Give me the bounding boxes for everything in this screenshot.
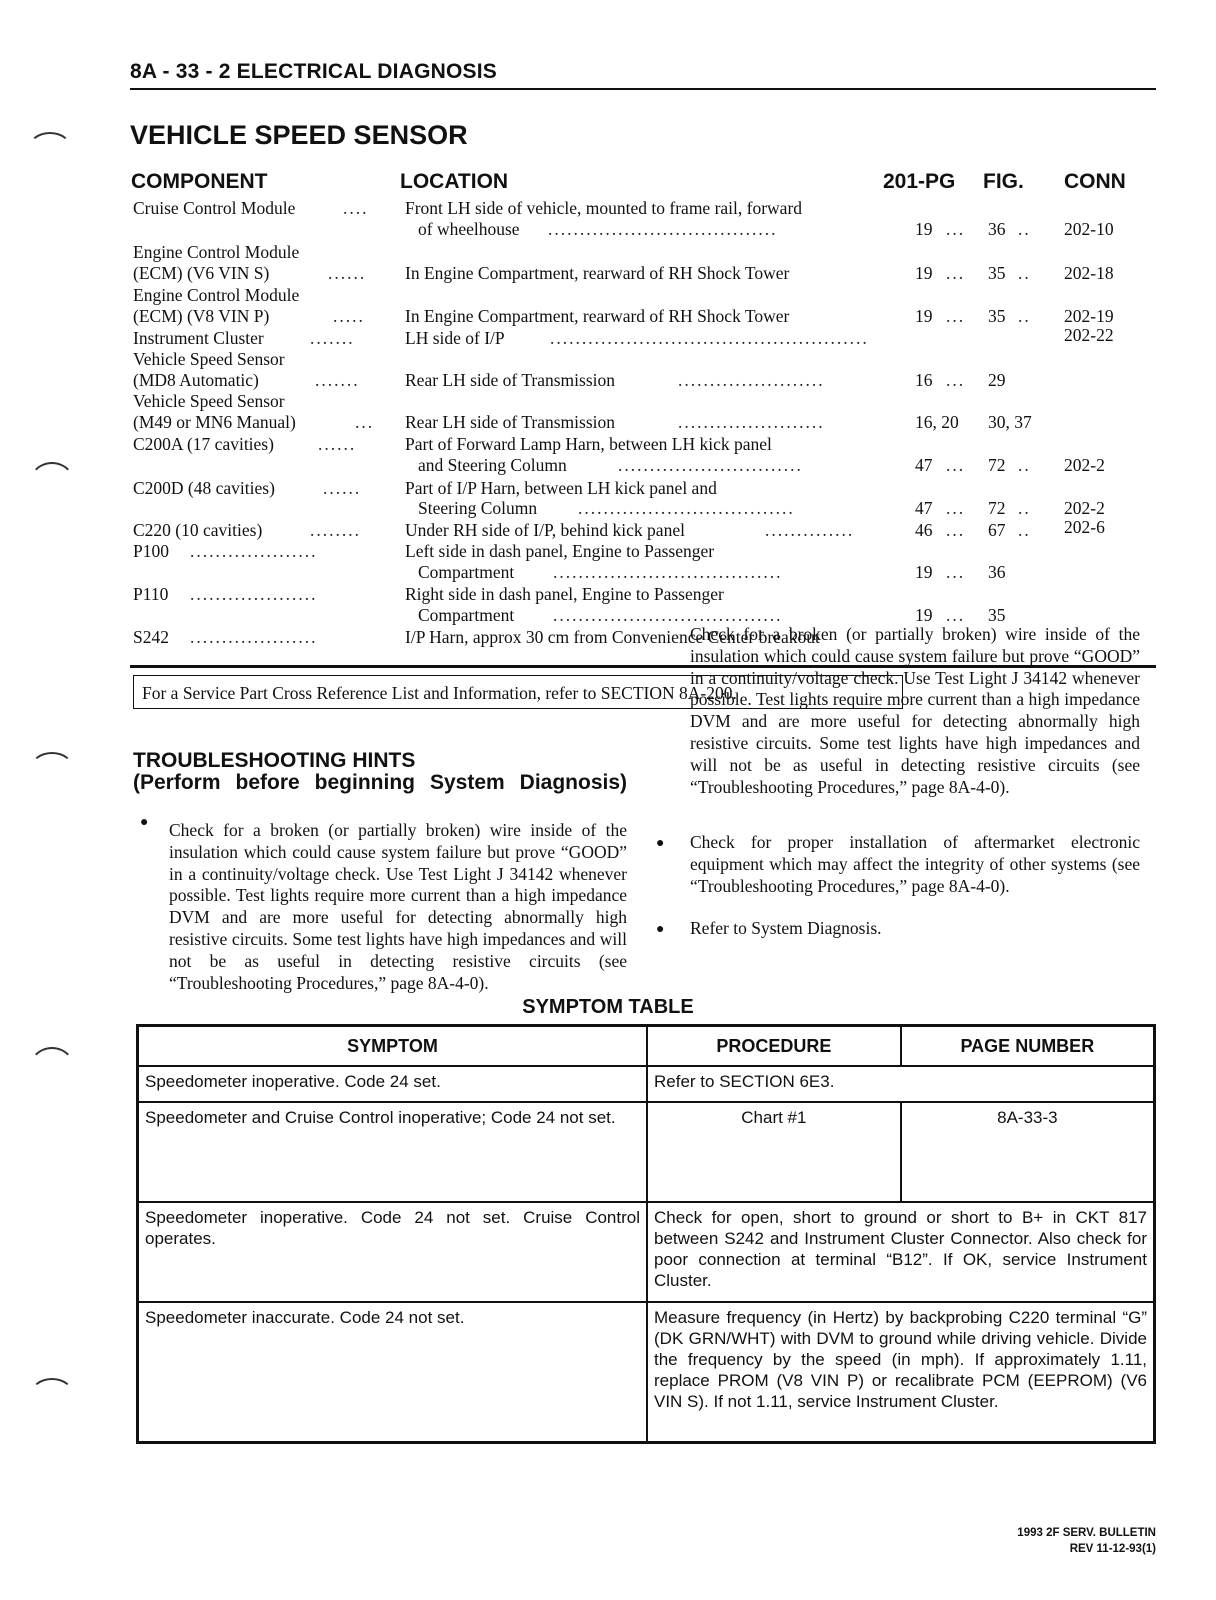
fig-ref: 36	[988, 562, 1006, 582]
component-name: Vehicle Speed Sensor	[133, 391, 285, 411]
component-name: (ECM) (V8 VIN P)	[133, 306, 270, 326]
location-text: I/P Harn, approx 30 cm from Convenience Center breakout	[405, 627, 820, 647]
page-ref: 16	[915, 370, 933, 390]
leader-dots: ..	[1018, 263, 1031, 283]
hint-bullet-2: Check for proper installation of aftermarket electronic equipment which may affect the integrity of other systems (see “Troubleshooting Procedures,” page 8A-4-0).	[690, 832, 1140, 896]
leader-dots: ..............	[765, 520, 855, 540]
location-text: LH side of I/P	[405, 328, 505, 348]
location-text: Compartment	[418, 605, 515, 625]
component-name: Instrument Cluster	[133, 328, 264, 348]
leader-dots: ...	[355, 412, 375, 432]
page-ref: 16, 20	[915, 412, 959, 432]
leader-dots: ..................................	[578, 498, 795, 518]
leader-dots: ...	[946, 520, 966, 540]
leader-dots: ..	[1018, 306, 1031, 326]
location-text: Compartment	[418, 562, 515, 582]
leader-dots: ..	[1018, 520, 1031, 540]
component-name: Engine Control Module	[133, 242, 300, 262]
footer-bulletin: 1993 2F SERV. BULLETIN	[1017, 1527, 1156, 1539]
table-row	[138, 1302, 1155, 1442]
binder-hole-mark	[28, 132, 72, 166]
location-text: Part of I/P Harn, between LH kick panel and	[405, 478, 717, 498]
component-name: C200A (17 cavities)	[133, 434, 274, 454]
page-ref: 19	[915, 306, 933, 326]
leader-dots: ...	[946, 219, 966, 239]
symptom-cell: Speedometer inoperative. Code 24 set.	[138, 1066, 648, 1102]
binder-hole-mark	[28, 462, 76, 510]
fig-ref: 35	[988, 605, 1006, 625]
symptom-cell: Speedometer inoperative. Code 24 not set. Cruise Control operates.	[138, 1202, 648, 1302]
location-text: Part of Forward Lamp Harn, between LH kick panel	[405, 434, 772, 454]
page-ref: 46	[915, 520, 933, 540]
leader-dots: .....	[333, 306, 365, 326]
symptom-header: SYMPTOM	[138, 1026, 648, 1067]
column-header-conn: CONN	[1064, 170, 1126, 193]
component-name: (M49 or MN6 Manual)	[133, 412, 296, 432]
hint-bullet-3: Refer to System Diagnosis.	[690, 918, 882, 938]
hint-bullet-1-continued	[690, 624, 1140, 820]
component-name: Cruise Control Module	[133, 198, 296, 218]
location-text: Steering Column	[418, 498, 538, 518]
location-text: and Steering Column	[418, 455, 567, 475]
component-name: Engine Control Module	[133, 285, 300, 305]
leader-dots: ....................................	[553, 605, 783, 625]
leader-dots: ....................................	[553, 562, 783, 582]
leader-dots: ......	[328, 263, 367, 283]
symptom-table	[136, 1024, 1156, 1444]
component-name: S242	[133, 627, 169, 647]
leader-dots: ......	[318, 434, 357, 454]
location-text: Rear LH side of Transmission	[405, 412, 615, 432]
component-name: P100	[133, 541, 169, 561]
column-header-location: LOCATION	[400, 170, 509, 193]
procedure-cell: Refer to SECTION 6E3.	[647, 1066, 1155, 1102]
leader-dots: ...	[946, 263, 966, 283]
leader-dots: ...	[946, 605, 966, 625]
fig-ref: 35	[988, 306, 1006, 326]
component-name: (ECM) (V6 VIN S)	[133, 263, 270, 283]
footer-revision: REV 11-12-93(1)	[1069, 1543, 1156, 1555]
leader-dots: ..	[1018, 219, 1031, 239]
location-text: Under RH side of I/P, behind kick panel	[405, 520, 685, 540]
conn-ref: 202-6	[1064, 517, 1105, 537]
leader-dots: .............................	[618, 455, 803, 475]
location-text: In Engine Compartment, rearward of RH Shock Tower	[405, 306, 790, 326]
leader-dots: .......	[315, 370, 360, 390]
hints-title: TROUBLESHOOTING HINTS	[133, 749, 416, 772]
hints-heading	[133, 750, 627, 794]
leader-dots: ..	[1018, 498, 1031, 518]
conn-ref: 202-2	[1064, 455, 1105, 475]
page-header-title: 8A - 33 - 2 ELECTRICAL DIAGNOSIS	[130, 60, 497, 83]
page-ref: 47	[915, 498, 933, 518]
page-ref: 19	[915, 562, 933, 582]
location-text: of wheelhouse	[418, 219, 520, 239]
conn-ref: 202-22	[1064, 325, 1114, 345]
leader-dots: ....................	[190, 541, 318, 561]
fig-ref: 35	[988, 263, 1006, 283]
section-title: VEHICLE SPEED SENSOR	[130, 120, 468, 150]
component-name: (MD8 Automatic)	[133, 370, 259, 390]
component-name: C200D (48 cavities)	[133, 478, 275, 498]
leader-dots: ....................	[190, 627, 318, 647]
bullet-icon: ●	[656, 922, 665, 937]
procedure-cell: Measure frequency (in Hertz) by backprobing C220 terminal “G” (DK GRN/WHT) with DVM to ground while driving vehicle. Divide the frequency by the speed (in mph). If approximately 1.11, replace PROM (V8 VIN P) or recalibrate PCM (EEPROM) (V6 VIN S). If not 1.11, service Instrument Cluster.	[647, 1302, 1155, 1442]
leader-dots: ........	[310, 520, 361, 540]
hints-subtitle: (Perform before beginning System Diagnosis)	[133, 771, 627, 794]
page-ref: 19	[915, 263, 933, 283]
table-header-row	[138, 1026, 1155, 1067]
leader-dots: .......	[310, 328, 355, 348]
fig-ref: 72	[988, 498, 1006, 518]
column-header-fig: FIG.	[983, 170, 1024, 193]
fig-ref: 72	[988, 455, 1006, 475]
location-text: In Engine Compartment, rearward of RH Shock Tower	[405, 263, 790, 283]
hint-text-continued: Check for a broken (or partially broken) wire inside of the insulation which could cause system failure but prove “GOOD” in a continuity/voltage check. Use Test Light J 34142 whenever possible. Test lights require more current than a high impedance DVM and are more useful for detecting abnormally high resistive circuits. Some test lights have high impedances and will not be as useful in detecting resistive circuits (see “Troubleshooting Procedures,” page 8A-4-0).	[690, 624, 1140, 797]
binder-hole-mark	[30, 1378, 74, 1412]
symptom-table-title: SYMPTOM TABLE	[522, 996, 694, 1018]
leader-dots: .......................	[678, 412, 825, 432]
conn-ref: 202-2	[1064, 498, 1105, 518]
binder-hole-mark	[28, 1047, 76, 1095]
leader-dots: ....	[343, 198, 369, 218]
leader-dots: ...	[946, 455, 966, 475]
page-ref: 19	[915, 605, 933, 625]
page-number-header: PAGE NUMBER	[901, 1026, 1155, 1067]
component-name: C220 (10 cavities)	[133, 520, 263, 540]
page-ref: 47	[915, 455, 933, 475]
location-text: Front LH side of vehicle, mounted to frame rail, forward	[405, 198, 803, 218]
page-ref: 19	[915, 219, 933, 239]
hint-text: Check for a broken (or partially broken) wire inside of the insulation which could cause system failure but prove “GOOD” in a continuity/voltage check. Use Test Light J 34142 whenever possible. Test lights require more current than a high impedance DVM and are more useful for detecting abnormally high resistive circuits. Some test lights have high impedances and will not be as useful in detecting resistive circuits (see “Troubleshooting Procedures,” page 8A-4-0).	[169, 820, 627, 993]
leader-dots: ..................................................	[550, 328, 869, 348]
bullet-icon: ●	[140, 815, 149, 830]
location-text: Rear LH side of Transmission	[405, 370, 615, 390]
leader-dots: ......	[323, 478, 362, 498]
fig-ref: 30, 37	[988, 412, 1032, 432]
leader-dots: ....................................	[548, 219, 778, 239]
fig-ref: 29	[988, 370, 1006, 390]
symptom-cell: Speedometer and Cruise Control inoperative; Code 24 not set.	[138, 1102, 648, 1202]
procedure-header: PROCEDURE	[647, 1026, 901, 1067]
component-name: P110	[133, 584, 169, 604]
fig-ref: 67	[988, 520, 1006, 540]
leader-dots: ..	[1018, 455, 1031, 475]
leader-dots: ...	[946, 562, 966, 582]
procedure-cell: Check for open, short to ground or short to B+ in CKT 817 between S242 and Instrument Cluster Connector. Also check for poor connection at terminal “B12”. If OK, service Instrument Cluster.	[647, 1202, 1155, 1302]
table-row	[138, 1102, 1155, 1202]
procedure-cell: Chart #1	[647, 1102, 901, 1202]
column-header-201-pg: 201-PG	[883, 170, 956, 193]
conn-ref: 202-10	[1064, 219, 1114, 239]
header-divider	[130, 88, 1156, 90]
hint-bullet-1	[169, 820, 627, 993]
bullet-icon: ●	[656, 836, 665, 851]
fig-ref: 36	[988, 219, 1006, 239]
leader-dots: ...	[946, 370, 966, 390]
page-number-cell: 8A-33-3	[901, 1102, 1155, 1202]
location-text: Right side in dash panel, Engine to Passenger	[405, 584, 724, 604]
leader-dots: ....................	[190, 584, 318, 604]
column-header-component: COMPONENT	[131, 170, 268, 193]
component-name: Vehicle Speed Sensor	[133, 349, 285, 369]
service-reference-box: For a Service Part Cross Reference List and Information, refer to SECTION 8A-200.	[133, 675, 903, 709]
table-row	[138, 1202, 1155, 1302]
table-row	[138, 1066, 1155, 1102]
location-text: Left side in dash panel, Engine to Passenger	[405, 541, 715, 561]
binder-hole-mark	[30, 752, 74, 786]
leader-dots: .......................	[678, 370, 825, 390]
conn-ref: 202-18	[1064, 263, 1114, 283]
leader-dots: ...	[946, 498, 966, 518]
page-footer	[960, 1525, 1156, 1557]
leader-dots: ...	[946, 306, 966, 326]
conn-ref: 202-19	[1064, 306, 1114, 326]
symptom-cell: Speedometer inaccurate. Code 24 not set.	[138, 1302, 648, 1442]
